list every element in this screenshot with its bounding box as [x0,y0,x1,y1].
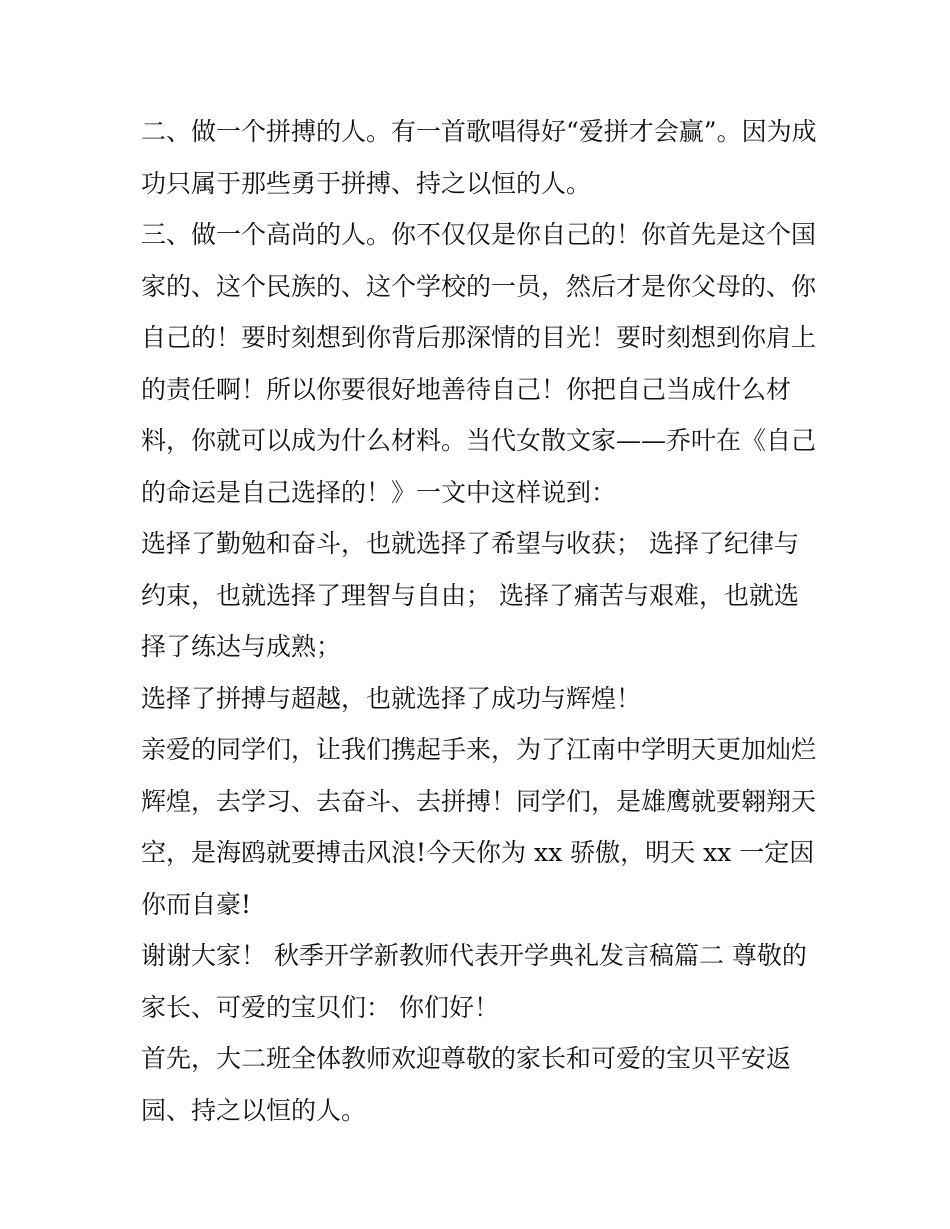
paragraph-noble: 三、做一个高尚的人。你不仅仅是你自己的！你首先是这个国家的、这个民族的、这个学校的一员，然后才是你父母的、你自己的！要时刻想到你背后那深情的目光！要时刻想到你肩上的责任啊！所以你要很好地善待自己！你把自己当成什么材料，你就可以成为什么材料。当代女散文家——乔叶在《自己的命运是自己选择的！》一文中这样说到： [141,220,817,507]
paragraph-choices: 选择了勤勉和奋斗，也就选择了希望与收获； 选择了纪律与约束，也就选择了理智与自由； 选择了痛苦与艰难，也就选择了练达与成熟； [141,529,799,661]
paragraph-welcome: 首先，大二班全体教师欢迎尊敬的家长和可爱的宝贝平安返园、持之以恒的人。 [141,1044,792,1125]
document-body [141,106,821,1136]
paragraph-classmates: 亲爱的同学们，让我们携起手来，为了江南中学明天更加灿烂辉煌，去学习、去奋斗、去拼搏！同学们，是雄鹰就要翱翔天空，是海鸥就要搏击风浪!今天你为 xx 骄傲，明天 xx 一定因你而自豪! [141,735,817,919]
paragraph-strive: 二、做一个拼搏的人。有一首歌唱得好“爱拼才会赢”。因为成功只属于那些勇于拼搏、持之以恒的人。 [141,117,817,198]
paragraph-choice-glory: 选择了拼搏与超越，也就选择了成功与辉煌！ [141,683,642,713]
paragraph-thanks-speech-two: 谢谢大家！ 秋季开学新教师代表开学典礼发言稿篇二 尊敬的家长、可爱的宝贝们： 你们好！ [141,941,807,1022]
